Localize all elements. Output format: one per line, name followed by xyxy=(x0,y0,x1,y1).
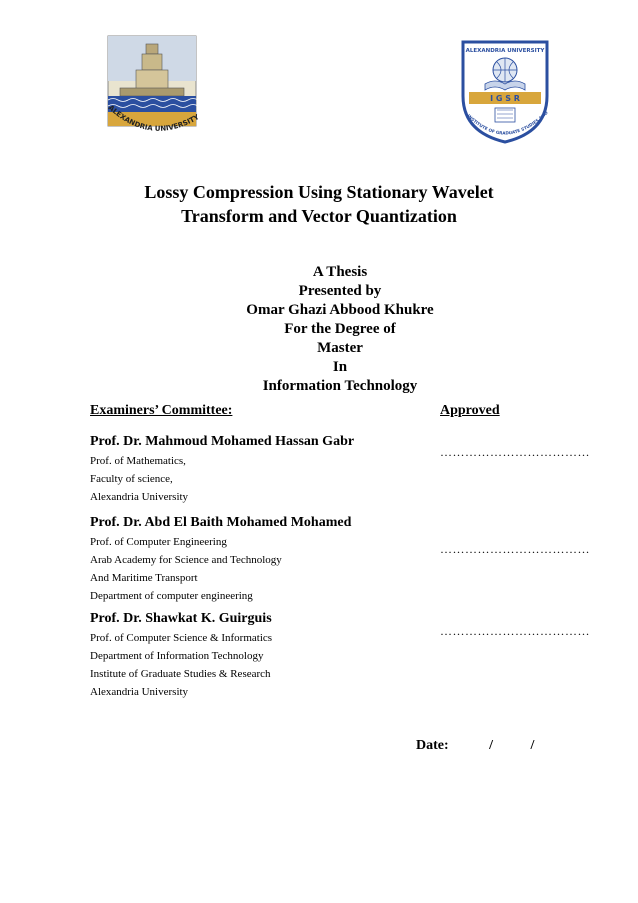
examiner-3-name: Prof. Dr. Shawkat K. Guirguis xyxy=(90,611,272,626)
affiliation-line: Department of computer engineering xyxy=(90,590,253,602)
affiliation-line: Alexandria University xyxy=(90,491,189,503)
field-name: Information Technology xyxy=(262,378,418,394)
signature-line-3: ……………………………… xyxy=(440,624,590,638)
degree-line: For the Degree of xyxy=(284,321,396,337)
alexandria-university-logo xyxy=(100,30,210,145)
examiner-1-affiliation xyxy=(90,452,188,506)
examiner-2-affiliation xyxy=(90,533,282,605)
affiliation-line: Arab Academy for Science and Technology xyxy=(90,554,282,566)
date-separator-1: / xyxy=(489,738,494,753)
title-line-1: Lossy Compression Using Stationary Wavelet xyxy=(144,182,494,202)
date-separator-2: / xyxy=(530,738,535,753)
author-name: Omar Ghazi Abbood Khukre xyxy=(246,302,434,318)
affiliation-line: Alexandria University xyxy=(90,686,189,698)
degree-name: Master xyxy=(317,340,363,356)
affiliation-line: Department of Information Technology xyxy=(90,650,264,662)
right-logo-bottom-text: INSTITUTE OF GRADUATE STUDIES AND xyxy=(466,110,549,136)
title-line-2: Transform and Vector Quantization xyxy=(181,206,457,226)
affiliation-line: Prof. of Computer Engineering xyxy=(90,536,227,548)
approved-heading: Approved xyxy=(440,403,500,418)
affiliation-line: Prof. of Mathematics, xyxy=(90,455,186,467)
examiners-committee-heading: Examiners’ Committee: xyxy=(90,403,233,418)
signature-line-2: ……………………………… xyxy=(440,542,590,556)
examiner-1-name: Prof. Dr. Mahmoud Mohamed Hassan Gabr xyxy=(90,434,355,449)
affiliation-line: Faculty of science, xyxy=(90,473,173,485)
signature-line-1: ……………………………… xyxy=(440,445,590,459)
examiner-2-name: Prof. Dr. Abd El Baith Mohamed Mohamed xyxy=(90,515,352,530)
thesis-title xyxy=(0,180,638,228)
right-logo-band-text: I G S R xyxy=(490,94,520,103)
presented-by: Presented by xyxy=(298,283,382,299)
date-label: Date: xyxy=(416,738,449,753)
right-logo-top-text: ALEXANDRIA UNIVERSITY xyxy=(465,48,545,54)
examiner-3-affiliation xyxy=(90,629,272,701)
date-line xyxy=(416,738,534,754)
thesis-line: A Thesis xyxy=(312,264,368,280)
igsr-logo xyxy=(455,36,555,144)
in-line: In xyxy=(332,359,348,375)
affiliation-line: Prof. of Computer Science & Informatics xyxy=(90,632,273,644)
affiliation-line: Institute of Graduate Studies & Research xyxy=(90,668,271,680)
affiliation-line: And Maritime Transport xyxy=(90,572,198,584)
thesis-info xyxy=(0,263,638,396)
left-logo-text: ALEXANDRIA UNIVERSITY xyxy=(106,103,201,133)
